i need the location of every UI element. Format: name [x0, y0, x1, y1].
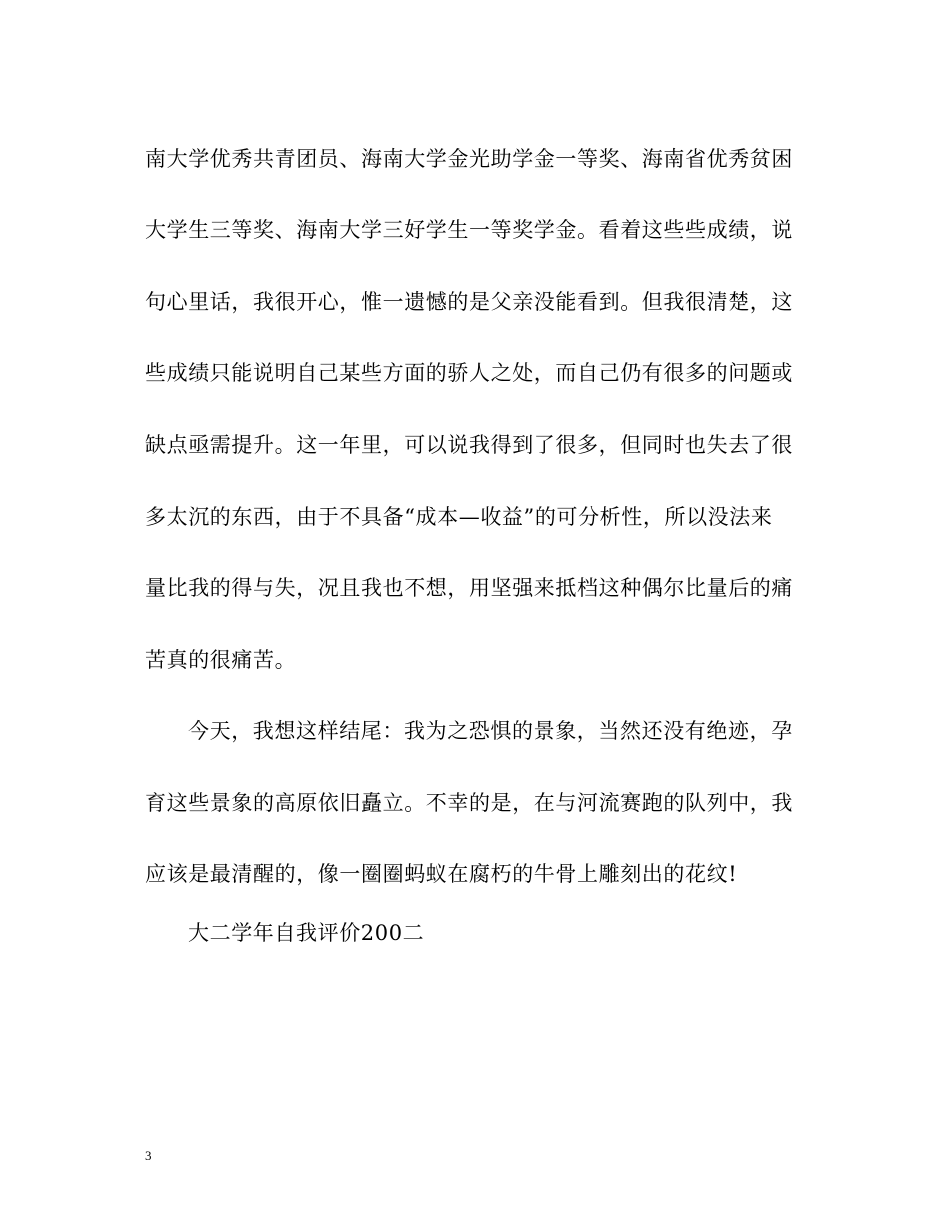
- section-heading: 大二学年自我评价200二: [188, 921, 425, 945]
- body-text-line: 育这些景象的高原依旧矗立。不幸的是，在与河流赛跑的队列中，我: [145, 791, 793, 815]
- paragraph-first-line: 今天，我想这样结尾：我为之恐惧的景象，当然还没有绝迹，孕: [188, 719, 793, 743]
- body-text-line: 南大学优秀共青团员、海南大学金光助学金一等奖、海南省优秀贫困: [145, 147, 793, 171]
- body-text-line: 多太沉的东西，由于不具备“成本—收益”的可分析性，所以没法来: [145, 505, 773, 529]
- page-number: 3: [145, 1148, 152, 1163]
- body-text-line: 大学生三等奖、海南大学三好学生一等奖学金。看着这些些成绩，说: [145, 218, 793, 242]
- body-text-line: 苦真的很痛苦。: [145, 648, 297, 672]
- body-text-line: 应该是最清醒的，像一圈圈蚂蚁在腐朽的牛骨上雕刻出的花纹!: [145, 862, 738, 886]
- body-text-line: 句心里话，我很开心，惟一遗憾的是父亲没能看到。但我很清楚，这: [145, 290, 793, 314]
- body-text-line: 些成绩只能说明自己某些方面的骄人之处，而自己仍有很多的问题或: [145, 361, 793, 385]
- body-text-line: 量比我的得与失，况且我也不想，用坚强来抵档这种偶尔比量后的痛: [145, 576, 793, 600]
- body-text-line: 缺点亟需提升。这一年里，可以说我得到了很多，但同时也失去了很: [145, 433, 793, 457]
